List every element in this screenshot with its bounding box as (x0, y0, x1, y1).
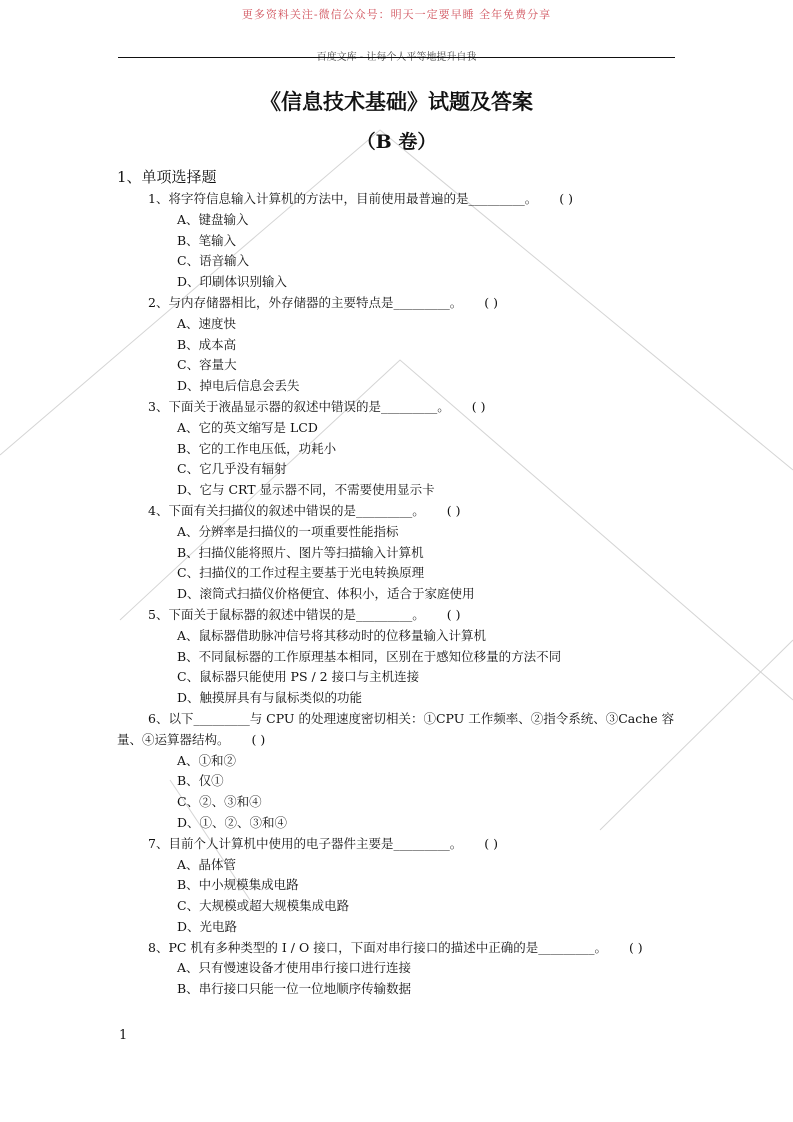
question-text: 1、将字符信息输入计算机的方法中，目前使用最普遍的是_________。 (148, 191, 538, 206)
answer-option: B、成本高 (177, 336, 237, 352)
answer-paren: ( ) (559, 191, 573, 206)
answer-option: C、语音输入 (177, 253, 250, 269)
question-stem (117, 938, 677, 959)
answer-option: A、①和② (177, 752, 237, 768)
question-list (117, 189, 677, 1000)
question-stem (117, 397, 677, 418)
answer-option: C、②、③和④ (177, 794, 262, 810)
question-stem (117, 834, 677, 855)
answer-option: A、只有慢速设备才使用串行接口进行连接 (177, 960, 412, 976)
answer-option: B、中小规模集成电路 (177, 877, 299, 893)
section-heading: 1、单项选择题 (117, 168, 217, 186)
answer-option: B、它的工作电压低，功耗小 (177, 440, 337, 456)
answer-option: D、它与 CRT 显示器不同，不需要使用显示卡 (177, 482, 435, 498)
answer-option: B、不同鼠标器的工作原理基本相同，区别在于感知位移量的方法不同 (177, 648, 562, 664)
question-text: 4、下面有关扫描仪的叙述中错误的是_________。 (148, 502, 425, 518)
promo-banner: 更多资料关注-微信公众号：明天一定要早睡 全年免费分享 (241, 8, 552, 21)
answer-paren: ( ) (484, 835, 498, 851)
question-stem (117, 605, 677, 626)
question-stem (117, 293, 677, 314)
answer-paren: ( ) (471, 398, 486, 414)
answer-paren: ( ) (446, 502, 461, 518)
answer-option: D、触摸屏具有与鼠标类似的功能 (177, 690, 363, 706)
answer-option: C、鼠标器只能使用 PS / 2 接口与主机连接 (177, 669, 420, 685)
answer-option: A、分辨率是扫描仪的一项重要性能指标 (177, 523, 399, 539)
answer-option: C、它几乎没有辐射 (177, 461, 287, 477)
document-subtitle: （B 卷） (356, 131, 437, 153)
answer-paren: ( ) (484, 294, 498, 310)
question-stem (117, 189, 677, 210)
answer-paren: ( ) (251, 731, 266, 747)
answer-paren: ( ) (446, 606, 461, 622)
question-text: 2、与内存储器相比，外存储器的主要特点是_________。 (148, 294, 463, 310)
running-header (0, 48, 793, 63)
answer-option: A、鼠标器借助脉冲信号将其移动时的位移量输入计算机 (177, 627, 487, 643)
question-stem (117, 709, 677, 751)
answer-option: C、容量大 (177, 357, 237, 373)
document-title: 《信息技术基础》试题及答案 (260, 90, 533, 114)
answer-option: D、光电路 (177, 918, 238, 934)
question-text: 3、下面关于液晶显示器的叙述中错误的是_________。 (148, 398, 450, 414)
question-text: 6、以下_________与 CPU 的处理速度密切相关：①CPU 工作频率、②指令系统、③Cache 容量、④运算器结构。 (117, 710, 675, 747)
question-text: 5、下面关于鼠标器的叙述中错误的是_________。 (148, 606, 425, 622)
answer-option: C、扫描仪的工作过程主要基于光电转换原理 (177, 565, 425, 581)
answer-option: B、串行接口只能一位一位地顺序传输数据 (177, 981, 412, 997)
question-text: 8、PC 机有多种类型的 I / O 接口，下面对串行接口的描述中正确的是_________。 (148, 939, 607, 955)
answer-option: A、键盘输入 (177, 211, 249, 227)
answer-option: C、大规模或超大规模集成电路 (177, 898, 350, 914)
answer-option: A、它的英文缩写是 LCD (177, 419, 318, 435)
answer-option: B、笔输入 (177, 232, 237, 248)
answer-option: A、晶体管 (177, 856, 237, 872)
answer-option: D、①、②、③和④ (177, 814, 288, 830)
question-stem (117, 501, 677, 522)
question-text: 7、目前个人计算机中使用的电子器件主要是_________。 (148, 835, 463, 851)
answer-option: B、仅① (177, 773, 224, 789)
answer-option: D、滚筒式扫描仪价格便宜、体积小，适合于家庭使用 (177, 586, 475, 602)
answer-option: A、速度快 (177, 315, 237, 331)
page-number: 1 (119, 1028, 128, 1043)
answer-option: D、印刷体识别输入 (177, 274, 288, 290)
answer-option: B、扫描仪能将照片、图片等扫描输入计算机 (177, 544, 424, 560)
answer-option: D、掉电后信息会丢失 (177, 378, 300, 394)
answer-paren: ( ) (628, 939, 643, 955)
header-rule (118, 57, 675, 58)
